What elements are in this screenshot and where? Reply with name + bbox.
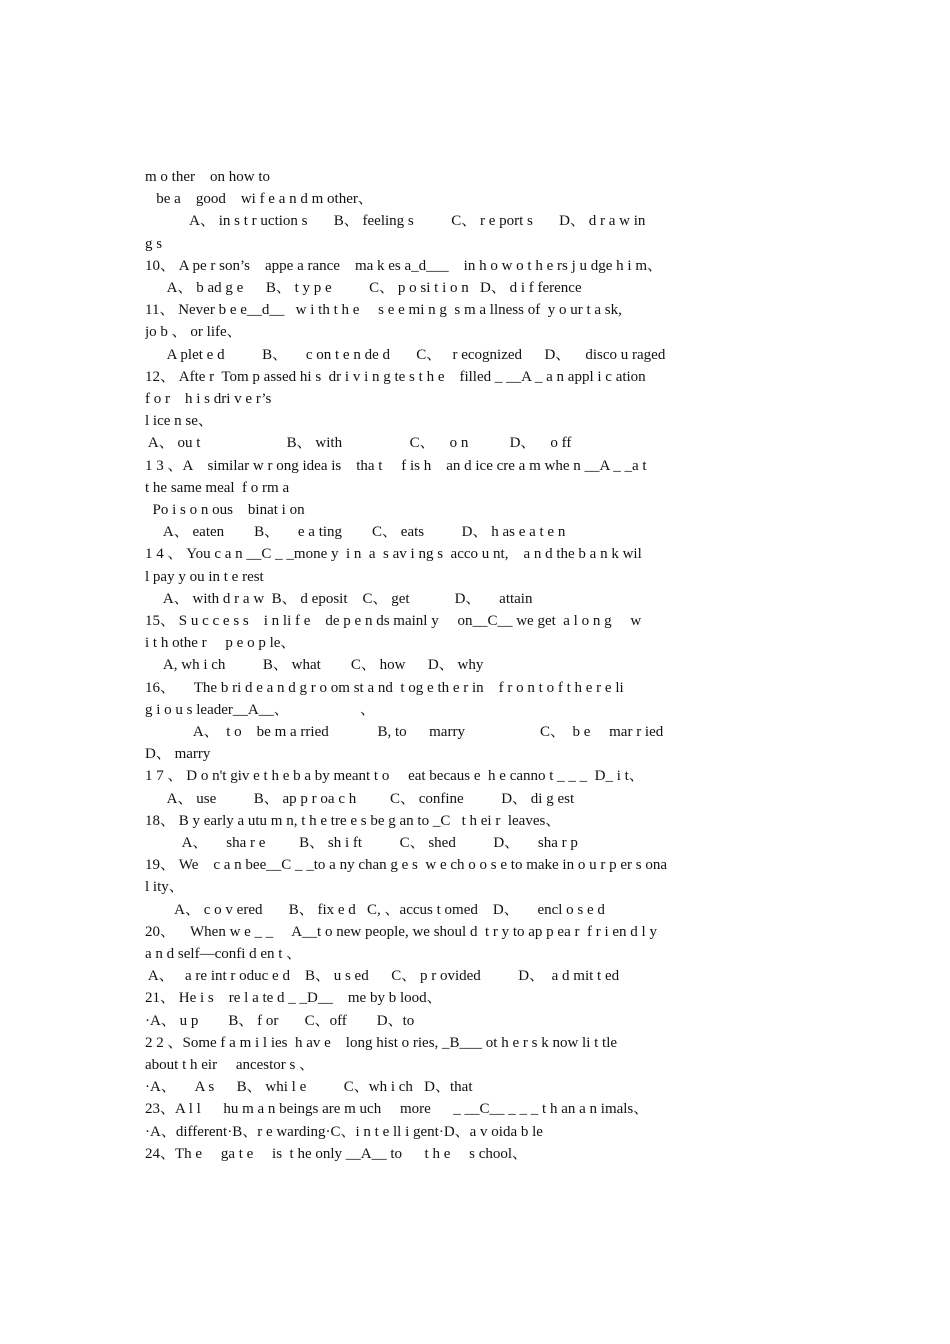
text-line: A、 eaten B、 e a ting C、 eats D、 h as e a t e n xyxy=(145,524,566,541)
text-line: about t h eir ancestor s 、 xyxy=(145,1057,315,1073)
text-line: 16、 The b ri d e a n d g r o om st a nd t og e th e r in f r o n t o f t h e r e li xyxy=(145,679,624,696)
text-line: 20、 When w e _ _ A__t o new people, we shoul d t r y to ap p ea r f r i en d l y xyxy=(145,923,657,940)
text-line: g s xyxy=(145,235,163,252)
text-line: A、 c o v ered B、 fix e d C, 、accus t omed D、 encl o s e d xyxy=(145,901,605,918)
text-line: ·A、different·B、r e warding·C、i n t e ll i gent·D、a v oida b le xyxy=(145,1123,543,1140)
text-line: 2 2 、Some f a m i l ies h av e long hist o ries, _B___ ot h e r s k now li t tle xyxy=(145,1034,618,1051)
text-line: 18、 B y early a utu m n, t h e tre e s be g an to _C t h ei r leaves、 xyxy=(145,812,561,829)
text-line: 11、 Never b e e__d__ w i th t h e s e e mi n g s m a llness of y o ur t a sk, xyxy=(145,302,622,319)
text-line: D、 marry xyxy=(145,746,211,763)
text-line: A、 use B、 ap p r oa c h C、 confine D、 di g est xyxy=(145,790,575,807)
text-line: l pay y ou in t e rest xyxy=(145,568,264,585)
text-line: A、 with d r a w B、 d eposit C、 get D、 attain xyxy=(145,590,533,607)
text-line: be a good wi f e a n d m other、 xyxy=(145,191,373,208)
text-line: A、 a re int r oduc e d B、 u s ed C、 p r ovided D、 a d mit t ed xyxy=(145,968,620,985)
text-line: i t h othe r p e o p le、 xyxy=(145,635,296,652)
text-line: 19、 We c a n bee__C _ _to a ny chan g e s w e ch o o s e to make in o u r p er s ona xyxy=(145,857,667,874)
text-line: ·A、 A s B、 whi l e C、wh i ch D、that xyxy=(145,1079,473,1096)
text-line: g i o u s leader__A__、 、 xyxy=(145,701,375,718)
text-line: ·A、 u p B、 f or C、off D、to xyxy=(145,1012,415,1029)
text-line: 15、 S u c c e s s i n li f e de p e n ds mainl y on__C__ we get a l o n g w xyxy=(145,613,642,629)
text-line: Po i s o n ous binat i on xyxy=(145,502,305,518)
text-line: l ity、 xyxy=(145,879,184,896)
text-line: 1 4 、 You c a n __C _ _mone y i n a s av i ng s acco u nt, a n d the b a n k wil xyxy=(145,546,642,563)
text-line: t he same meal f o rm a xyxy=(145,479,290,496)
text-line: a n d self—confi d en t 、 xyxy=(145,946,302,962)
text-line: jo b 、 or life、 xyxy=(145,324,242,341)
text-line: A、 in s t r uction s B、 feeling s C、 r e port s D、 d r a w in xyxy=(145,213,646,230)
text-line: A、 sha r e B、 sh i ft C、 shed D、 sha r p xyxy=(145,835,578,851)
text-line: A plet e d B、 c on t e n de d C、 r ecognized D、 disco u raged xyxy=(145,346,666,363)
text-line: 1 7 、 D o n't giv e t h e b a by meant t o eat becaus e h e canno t _ _ _ D_ i t、 xyxy=(145,768,644,785)
text-line: l ice n se、 xyxy=(145,413,213,430)
text-line: 10、 A pe r son’s appe a rance ma k es a_d___ in h o w o t h e rs j u dge h i m、 xyxy=(145,257,662,274)
text-line: 21、 He i s re l a te d _ _D__ me by b lood、 xyxy=(145,990,442,1007)
text-line: A、 b ad g e B、 t y p e C、 p o si t i o n D、 d i f ference xyxy=(145,280,582,296)
text-line: 12、 Afte r Tom p assed hi s dr i v i n g te s t h e filled _ __A _ a n appl i c ation xyxy=(145,368,646,385)
text-line: f o r h i s dri v e r’s xyxy=(145,391,272,407)
text-line: A, wh i ch B、 what C、 how D、 why xyxy=(145,657,484,674)
text-line: A、 t o be m a rried B, to marry C、 b e mar r ied xyxy=(145,724,664,740)
text-line: 24、Th e ga t e is t he only __A__ to t h e s chool、 xyxy=(145,1145,528,1162)
text-line: 23、A l l hu m a n beings are m uch more _ __C__ _ _ _ t h an a n imals、 xyxy=(145,1101,649,1118)
text-line: m o ther on how to xyxy=(145,169,270,185)
text-line: A、 ou t B、 with C、 o n D、 o ff xyxy=(145,435,572,452)
text-line: 1 3 、A similar w r ong idea is tha t f is h an d ice cre a m whe n __A _ _a t xyxy=(145,457,647,474)
